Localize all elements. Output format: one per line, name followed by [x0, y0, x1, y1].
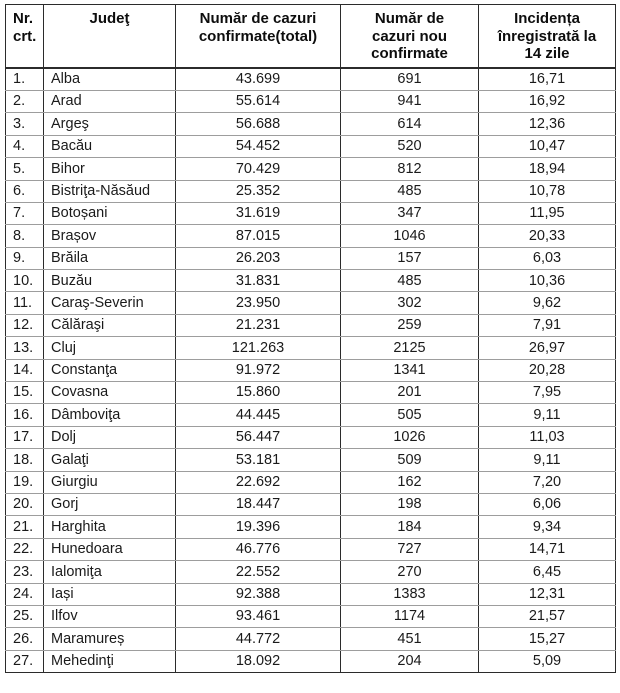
cell-judet: Giurgiu — [44, 471, 176, 493]
cell-judet: Dolj — [44, 426, 176, 448]
cell-new-confirmed: 347 — [341, 202, 479, 224]
cell-judet: Dâmboviţa — [44, 404, 176, 426]
table-row — [6, 68, 616, 90]
cell-judet: Hunedoara — [44, 538, 176, 560]
cell-judet: Gorj — [44, 493, 176, 515]
cell-total-confirmed: 92.388 — [176, 583, 341, 605]
cell-incidence: 12,36 — [479, 113, 616, 135]
table-row — [6, 561, 616, 583]
cell-judet: Arad — [44, 90, 176, 112]
cases-by-county-table — [5, 4, 616, 673]
column-header-new-confirmed: Număr de cazuri nou confirmate — [341, 5, 479, 69]
table-header — [6, 5, 616, 69]
column-header-total-confirmed: Număr de cazuri confirmate(total) — [176, 5, 341, 69]
cell-incidence: 11,95 — [479, 202, 616, 224]
cell-total-confirmed: 18.447 — [176, 493, 341, 515]
cell-total-confirmed: 54.452 — [176, 135, 341, 157]
column-header-judet: Judeţ — [44, 5, 176, 69]
cell-nr-crt: 5. — [6, 158, 44, 180]
cell-nr-crt: 18. — [6, 449, 44, 471]
cell-judet: Călăraşi — [44, 314, 176, 336]
cell-judet: Mehedinţi — [44, 650, 176, 672]
cell-total-confirmed: 56.688 — [176, 113, 341, 135]
cell-incidence: 7,91 — [479, 314, 616, 336]
cell-incidence: 9,34 — [479, 516, 616, 538]
cell-nr-crt: 2. — [6, 90, 44, 112]
cell-judet: Ilfov — [44, 605, 176, 627]
cell-new-confirmed: 157 — [341, 247, 479, 269]
cell-judet: Buzău — [44, 270, 176, 292]
cell-new-confirmed: 162 — [341, 471, 479, 493]
cell-nr-crt: 11. — [6, 292, 44, 314]
cell-total-confirmed: 70.429 — [176, 158, 341, 180]
cell-nr-crt: 16. — [6, 404, 44, 426]
cell-new-confirmed: 485 — [341, 180, 479, 202]
cell-new-confirmed: 270 — [341, 561, 479, 583]
cell-total-confirmed: 53.181 — [176, 449, 341, 471]
table-row — [6, 158, 616, 180]
table-row — [6, 583, 616, 605]
cell-judet: Maramureș — [44, 628, 176, 650]
table-row — [6, 404, 616, 426]
cell-incidence: 11,03 — [479, 426, 616, 448]
table-header-row — [6, 5, 616, 69]
cell-judet: Galaţi — [44, 449, 176, 471]
cell-nr-crt: 23. — [6, 561, 44, 583]
cell-incidence: 18,94 — [479, 158, 616, 180]
cell-incidence: 20,33 — [479, 225, 616, 247]
cell-new-confirmed: 727 — [341, 538, 479, 560]
cell-total-confirmed: 93.461 — [176, 605, 341, 627]
cell-nr-crt: 25. — [6, 605, 44, 627]
cell-judet: Bistriţa-Năsăud — [44, 180, 176, 202]
table-row — [6, 382, 616, 404]
cell-total-confirmed: 25.352 — [176, 180, 341, 202]
cell-total-confirmed: 31.831 — [176, 270, 341, 292]
cell-nr-crt: 17. — [6, 426, 44, 448]
cell-incidence: 10,78 — [479, 180, 616, 202]
table-row — [6, 90, 616, 112]
cell-new-confirmed: 198 — [341, 493, 479, 515]
cell-total-confirmed: 91.972 — [176, 359, 341, 381]
cell-total-confirmed: 121.263 — [176, 337, 341, 359]
cell-new-confirmed: 2125 — [341, 337, 479, 359]
table-row — [6, 270, 616, 292]
cell-judet: Botoșani — [44, 202, 176, 224]
cases-table-container — [5, 4, 615, 673]
cell-total-confirmed: 44.772 — [176, 628, 341, 650]
cell-nr-crt: 24. — [6, 583, 44, 605]
cell-nr-crt: 14. — [6, 359, 44, 381]
cell-new-confirmed: 259 — [341, 314, 479, 336]
cell-total-confirmed: 26.203 — [176, 247, 341, 269]
cell-new-confirmed: 485 — [341, 270, 479, 292]
table-body — [6, 68, 616, 673]
cell-total-confirmed: 44.445 — [176, 404, 341, 426]
cell-new-confirmed: 812 — [341, 158, 479, 180]
cell-nr-crt: 12. — [6, 314, 44, 336]
cell-judet: Constanţa — [44, 359, 176, 381]
cell-nr-crt: 7. — [6, 202, 44, 224]
cell-judet: Cluj — [44, 337, 176, 359]
cell-incidence: 12,31 — [479, 583, 616, 605]
table-row — [6, 471, 616, 493]
cell-new-confirmed: 302 — [341, 292, 479, 314]
cell-judet: Iași — [44, 583, 176, 605]
table-row — [6, 493, 616, 515]
table-row — [6, 314, 616, 336]
cell-nr-crt: 27. — [6, 650, 44, 672]
cell-nr-crt: 20. — [6, 493, 44, 515]
cell-judet: Alba — [44, 68, 176, 90]
cell-judet: Harghita — [44, 516, 176, 538]
table-row — [6, 650, 616, 672]
cell-total-confirmed: 55.614 — [176, 90, 341, 112]
cell-total-confirmed: 56.447 — [176, 426, 341, 448]
cell-total-confirmed: 21.231 — [176, 314, 341, 336]
table-row — [6, 202, 616, 224]
cell-nr-crt: 4. — [6, 135, 44, 157]
cell-new-confirmed: 1046 — [341, 225, 479, 247]
cell-nr-crt: 19. — [6, 471, 44, 493]
cell-judet: Argeş — [44, 113, 176, 135]
cell-new-confirmed: 691 — [341, 68, 479, 90]
cell-incidence: 16,71 — [479, 68, 616, 90]
cell-total-confirmed: 22.552 — [176, 561, 341, 583]
column-header-incidence-14-days: Incidența înregistrată la 14 zile — [479, 5, 616, 69]
cell-incidence: 14,71 — [479, 538, 616, 560]
cell-nr-crt: 10. — [6, 270, 44, 292]
cell-new-confirmed: 204 — [341, 650, 479, 672]
column-header-nr-crt: Nr. crt. — [6, 5, 44, 69]
cell-incidence: 6,06 — [479, 493, 616, 515]
cell-new-confirmed: 1174 — [341, 605, 479, 627]
cell-incidence: 16,92 — [479, 90, 616, 112]
cell-judet: Brăila — [44, 247, 176, 269]
cell-total-confirmed: 18.092 — [176, 650, 341, 672]
cell-incidence: 7,95 — [479, 382, 616, 404]
cell-incidence: 7,20 — [479, 471, 616, 493]
cell-incidence: 6,45 — [479, 561, 616, 583]
cell-judet: Caraş-Severin — [44, 292, 176, 314]
cell-new-confirmed: 201 — [341, 382, 479, 404]
cell-judet: Brașov — [44, 225, 176, 247]
cell-incidence: 9,62 — [479, 292, 616, 314]
table-row — [6, 628, 616, 650]
cell-total-confirmed: 22.692 — [176, 471, 341, 493]
cell-incidence: 9,11 — [479, 449, 616, 471]
cell-incidence: 26,97 — [479, 337, 616, 359]
cell-judet: Bihor — [44, 158, 176, 180]
cell-new-confirmed: 505 — [341, 404, 479, 426]
table-row — [6, 538, 616, 560]
cell-total-confirmed: 43.699 — [176, 68, 341, 90]
cell-incidence: 10,36 — [479, 270, 616, 292]
cell-nr-crt: 26. — [6, 628, 44, 650]
table-row — [6, 292, 616, 314]
table-row — [6, 449, 616, 471]
cell-judet: Covasna — [44, 382, 176, 404]
cell-nr-crt: 6. — [6, 180, 44, 202]
cell-new-confirmed: 184 — [341, 516, 479, 538]
cell-judet: Bacău — [44, 135, 176, 157]
cell-new-confirmed: 1026 — [341, 426, 479, 448]
table-row — [6, 337, 616, 359]
cell-incidence: 6,03 — [479, 247, 616, 269]
cell-judet: Ialomiţa — [44, 561, 176, 583]
cell-nr-crt: 9. — [6, 247, 44, 269]
cell-new-confirmed: 520 — [341, 135, 479, 157]
cell-new-confirmed: 941 — [341, 90, 479, 112]
cell-incidence: 5,09 — [479, 650, 616, 672]
table-row — [6, 225, 616, 247]
table-row — [6, 605, 616, 627]
cell-nr-crt: 22. — [6, 538, 44, 560]
cell-new-confirmed: 614 — [341, 113, 479, 135]
cell-incidence: 9,11 — [479, 404, 616, 426]
table-row — [6, 135, 616, 157]
cell-total-confirmed: 19.396 — [176, 516, 341, 538]
cell-nr-crt: 8. — [6, 225, 44, 247]
table-row — [6, 113, 616, 135]
cell-total-confirmed: 31.619 — [176, 202, 341, 224]
cell-nr-crt: 1. — [6, 68, 44, 90]
cell-nr-crt: 15. — [6, 382, 44, 404]
cell-total-confirmed: 15.860 — [176, 382, 341, 404]
table-row — [6, 516, 616, 538]
cell-total-confirmed: 23.950 — [176, 292, 341, 314]
cell-incidence: 21,57 — [479, 605, 616, 627]
cell-nr-crt: 21. — [6, 516, 44, 538]
cell-incidence: 20,28 — [479, 359, 616, 381]
table-row — [6, 247, 616, 269]
cell-incidence: 15,27 — [479, 628, 616, 650]
cell-new-confirmed: 509 — [341, 449, 479, 471]
cell-new-confirmed: 451 — [341, 628, 479, 650]
cell-nr-crt: 13. — [6, 337, 44, 359]
table-row — [6, 426, 616, 448]
cell-new-confirmed: 1383 — [341, 583, 479, 605]
cell-incidence: 10,47 — [479, 135, 616, 157]
cell-total-confirmed: 46.776 — [176, 538, 341, 560]
table-row — [6, 359, 616, 381]
cell-nr-crt: 3. — [6, 113, 44, 135]
cell-total-confirmed: 87.015 — [176, 225, 341, 247]
cell-new-confirmed: 1341 — [341, 359, 479, 381]
table-row — [6, 180, 616, 202]
